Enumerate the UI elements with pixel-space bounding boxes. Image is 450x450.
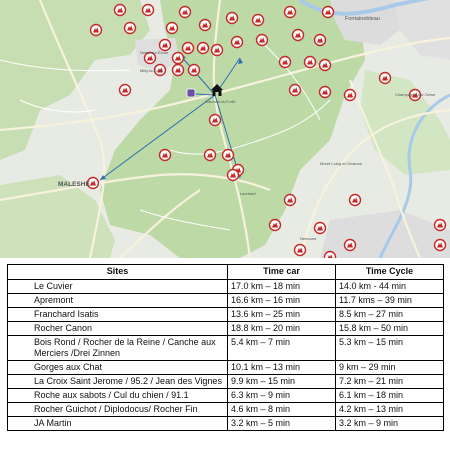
climbing-site-icon[interactable]: [285, 195, 296, 206]
cycle-time-cell: 8.5 km – 27 min: [336, 308, 444, 322]
table-row: [8, 280, 444, 294]
climbing-site-icon[interactable]: [293, 30, 304, 41]
car-time-cell: 6.3 km – 9 min: [228, 389, 336, 403]
car-time-cell: 17.0 km – 18 min: [228, 280, 336, 294]
climbing-site-icon[interactable]: [315, 35, 326, 46]
table-row: [8, 417, 444, 431]
site-cell: La Croix Saint Jerome / 95.2 / Jean des Vignes: [8, 375, 228, 389]
distance-table-container: [7, 264, 443, 431]
table-body: [8, 280, 444, 431]
site-cell: Franchard Isatis: [8, 308, 228, 322]
cycle-time-cell: 6.1 km – 18 min: [336, 389, 444, 403]
car-time-cell: 3.2 km – 5 min: [228, 417, 336, 431]
place-label-fontainebleau: Fontainebleau: [345, 16, 380, 22]
climbing-site-icon[interactable]: [345, 90, 356, 101]
site-cell: Rocher Guichot / Diplodocus/ Rocher Fin: [8, 403, 228, 417]
table-row: [8, 389, 444, 403]
cycle-time-cell: 3.2 km – 9 min: [336, 417, 444, 431]
car-time-cell: 5.4 km – 7 min: [228, 336, 336, 361]
climbing-site-icon[interactable]: [435, 220, 446, 231]
climbing-site-icon[interactable]: [305, 57, 316, 68]
table-row: [8, 322, 444, 336]
table-row: [8, 336, 444, 361]
place-label-moret: Moret Loing et Orvanne: [320, 161, 363, 166]
distance-table: [7, 264, 444, 431]
table-header-row: [8, 265, 444, 280]
cycle-time-cell: 9 km – 29 min: [336, 361, 444, 375]
car-time-cell: 18.8 km – 20 min: [228, 322, 336, 336]
climbing-site-icon[interactable]: [228, 170, 239, 181]
climbing-site-icon[interactable]: [173, 53, 184, 64]
table-row: [8, 361, 444, 375]
table-row: [8, 308, 444, 322]
header-time-car: Time car: [228, 265, 336, 280]
climbing-site-icon[interactable]: [350, 195, 361, 206]
header-sites: Sites: [8, 265, 228, 280]
cycle-time-cell: 15.8 km – 50 min: [336, 322, 444, 336]
climbing-site-icon[interactable]: [167, 23, 178, 34]
climbing-site-icon[interactable]: [180, 7, 191, 18]
place-label-larchant: Larchant: [240, 191, 256, 196]
place-label-arbonne: Arbonne-la-Forêt: [205, 99, 236, 104]
climbing-site-icon[interactable]: [280, 57, 291, 68]
cycle-time-cell: 7.2 km – 21 min: [336, 375, 444, 389]
climbing-site-icon[interactable]: [198, 43, 209, 54]
place-label-malesherbes: MALESHE: [58, 181, 90, 188]
place-label-champagne: Champagne-sur-Seine: [395, 92, 436, 97]
cycle-time-cell: 11.7 kms – 39 min: [336, 294, 444, 308]
climbing-site-icon[interactable]: [223, 150, 234, 161]
climbing-site-icon[interactable]: [205, 150, 216, 161]
climbing-site-icon[interactable]: [232, 37, 243, 48]
site-cell: Bois Rond / Rocher de la Reine / Canche aux Merciers /Drei Zinnen: [8, 336, 228, 361]
climbing-site-icon[interactable]: [323, 7, 334, 18]
climbing-site-icon[interactable]: [270, 220, 281, 231]
climbing-site-icon[interactable]: [160, 150, 171, 161]
site-cell: Gorges aux Chat: [8, 361, 228, 375]
climbing-site-icon[interactable]: [345, 240, 356, 251]
cycle-time-cell: 4.2 km – 13 min: [336, 403, 444, 417]
place-label-noisy: Noisy-sur-École: [140, 50, 169, 55]
climbing-site-icon[interactable]: [115, 5, 126, 16]
climbing-site-icon[interactable]: [173, 65, 184, 76]
climbing-site-icon[interactable]: [290, 85, 301, 96]
climbing-site-icon[interactable]: [253, 15, 264, 26]
car-time-cell: 4.6 km – 8 min: [228, 403, 336, 417]
climbing-site-icon[interactable]: [295, 245, 306, 256]
header-time-cycle: Time Cycle: [336, 265, 444, 280]
climbing-site-icon[interactable]: [189, 65, 200, 76]
car-time-cell: 9.9 km – 15 min: [228, 375, 336, 389]
table-row: [8, 294, 444, 308]
climbing-site-icon[interactable]: [143, 5, 154, 16]
climbing-site-icon[interactable]: [315, 223, 326, 234]
table-row: [8, 375, 444, 389]
table-row: [8, 403, 444, 417]
climbing-site-icon[interactable]: [435, 240, 446, 251]
cycle-time-cell: 14.0 km - 44 min: [336, 280, 444, 294]
climbing-site-icon[interactable]: [325, 252, 336, 259]
selected-site-marker[interactable]: [187, 89, 195, 97]
climbing-site-icon[interactable]: [125, 23, 136, 34]
climbing-site-icon[interactable]: [320, 87, 331, 98]
climbing-site-icon[interactable]: [183, 43, 194, 54]
site-cell: Le Cuvier: [8, 280, 228, 294]
climbing-site-icon[interactable]: [212, 45, 223, 56]
climbing-site-icon[interactable]: [160, 40, 171, 51]
climbing-site-icon[interactable]: [120, 85, 131, 96]
car-time-cell: 10.1 km – 13 min: [228, 361, 336, 375]
site-cell: JA Martin: [8, 417, 228, 431]
climbing-site-icon[interactable]: [200, 20, 211, 31]
site-cell: Roche aux sabots / Cul du chien / 91.1: [8, 389, 228, 403]
climbing-site-icon[interactable]: [257, 35, 268, 46]
climbing-site-icon[interactable]: [227, 13, 238, 24]
climbing-site-icon[interactable]: [320, 60, 331, 71]
place-label-nemours: Nemours: [300, 236, 317, 241]
climbing-site-icon[interactable]: [91, 25, 102, 36]
cycle-time-cell: 5.3 km – 15 min: [336, 336, 444, 361]
place-label-milly: Milly-la-Forêt: [140, 68, 164, 73]
climbing-site-icon[interactable]: [285, 7, 296, 18]
site-cell: Rocher Canon: [8, 322, 228, 336]
climbing-site-icon[interactable]: [210, 115, 221, 126]
site-cell: Apremont: [8, 294, 228, 308]
car-time-cell: 13.6 km – 25 min: [228, 308, 336, 322]
climbing-site-icon[interactable]: [380, 73, 391, 84]
car-time-cell: 16.6 km – 16 min: [228, 294, 336, 308]
